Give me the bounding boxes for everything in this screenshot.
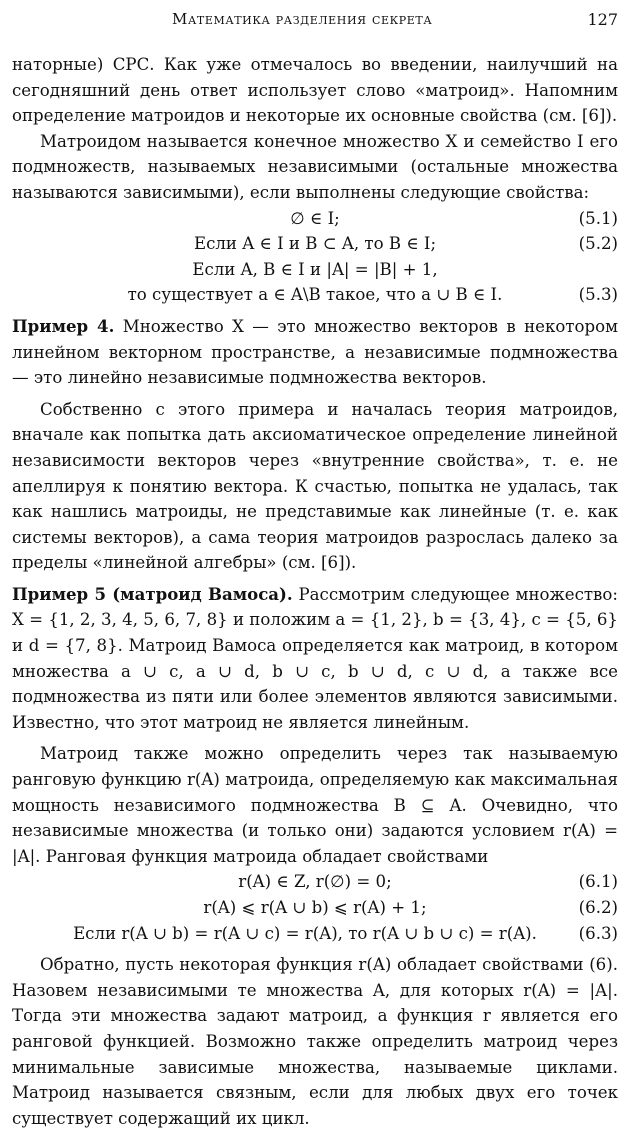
paragraph-rank-function: Матроид также можно определить через так называемую ранговую функцию r(A) матроида, определяемую как максимальная мощность независимого подмножества B ⊆ A. Очевидно, что независимые множества (и только они) задаются условием r(A) = |A|. Ранговая функция матроида обладает свойствами bbox=[12, 744, 618, 866]
page-body bbox=[12, 52, 618, 1131]
paragraph-matroid-history: Собственно с этого примера и началась теория матроидов, вначале как попытка дать аксиоматическое определение линейной независимости векторов через «внутренние свойства», т. е. не апеллируя к понятию вектора. К счастью, попытка не удалась, так как нашлись матроиды, не представимые как линейные (т. е. как системы векторов), а сама теория матроидов разрослась далеко за пределы «линейной алгебры» (см. [6]). bbox=[12, 399, 618, 573]
equation-5-2 bbox=[12, 231, 618, 257]
equation-5-1 bbox=[12, 206, 618, 232]
equation-5-1-number: (5.1) bbox=[578, 208, 618, 228]
equation-5-2-expr: Если A ∈ I и B ⊂ A, то B ∈ I; bbox=[193, 234, 437, 254]
paragraph-intro: наторные) СРС. Как уже отмечалось во введении, наилучший на сегодняшний день ответ использует слово «матроид». Напомним определение матроидов и некоторые их основные свойства (см. [6]). bbox=[12, 55, 618, 126]
equation-5-3-line1-expr: Если A, B ∈ I и |A| = |B| + 1, bbox=[192, 259, 438, 279]
equation-6-3-number: (6.3) bbox=[578, 923, 618, 943]
equation-5-3-line2-expr: то существует a ∈ A\B такое, что a ∪ B ∈ I. bbox=[127, 285, 503, 305]
example-4 bbox=[12, 314, 618, 391]
page-header bbox=[0, 6, 630, 32]
equation-6-3 bbox=[12, 921, 618, 947]
example-4-label: Пример 4. bbox=[12, 315, 115, 336]
example-5 bbox=[12, 582, 618, 736]
running-title: Математика разделения секрета bbox=[172, 10, 433, 28]
equation-5-2-number: (5.2) bbox=[578, 234, 618, 254]
paragraph-matroid-definition: Матроидом называется конечное множество X и семейство I его подмножеств, называемых независимыми (остальные множества называются зависимыми), если выполнены следующие свойства: bbox=[12, 131, 618, 202]
example-5-text: Рассмотрим следующее множество: X = {1, 2, 3, 4, 5, 6, 7, 8} и положим a = {1, 2}, b = {3, 4}, c = {5, 6} и d = {7, 8}. Матроид Вамоса определяется как матроид, в котором множества a ∪ c, a ∪ d, b ∪ c, b ∪ d, c ∪ d, а также все подмножества из пяти или более элементов являются зависимыми. Известно, что этот матроид не является линейным. bbox=[12, 584, 618, 732]
equation-6-1-expr: r(A) ∈ Z, r(∅) = 0; bbox=[238, 872, 392, 892]
paragraph-converse: Обратно, пусть некоторая функция r(A) обладает свойствами (6). Назовем независимыми те множества A, для которых r(A) = |A|. Тогда эти множества задают матроид, а функция r является его ранговой функцией. Возможно также определить матроид через минимальные зависимые множества, называемые циклами. Матроид называется связным, если для любых двух его точек существует содержащий их цикл. bbox=[12, 955, 618, 1128]
equation-6-2-number: (6.2) bbox=[578, 898, 618, 917]
equation-6-3-expr: Если r(A ∪ b) = r(A ∪ c) = r(A), то r(A ∪ b ∪ c) = r(A). bbox=[73, 923, 537, 943]
page-number: 127 bbox=[587, 10, 618, 29]
equation-5-3-line2 bbox=[12, 282, 618, 308]
equation-5-3-line1 bbox=[12, 257, 618, 283]
example-4-text: Множество X — это множество векторов в некотором линейном векторном пространстве, а независимые подмножества — это линейно независимые подмножества векторов. bbox=[12, 316, 619, 388]
equation-6-2 bbox=[12, 895, 618, 921]
equation-6-1 bbox=[12, 869, 618, 895]
example-5-label: Пример 5 (матроид Вамоса). bbox=[12, 583, 293, 604]
equation-6-2-expr: r(A) ⩽ r(A ∪ b) ⩽ r(A) + 1; bbox=[203, 898, 427, 917]
equation-5-3-number: (5.3) bbox=[578, 285, 618, 305]
equation-5-1-expr: ∅ ∈ I; bbox=[290, 208, 340, 228]
equation-6-1-number: (6.1) bbox=[578, 872, 618, 892]
